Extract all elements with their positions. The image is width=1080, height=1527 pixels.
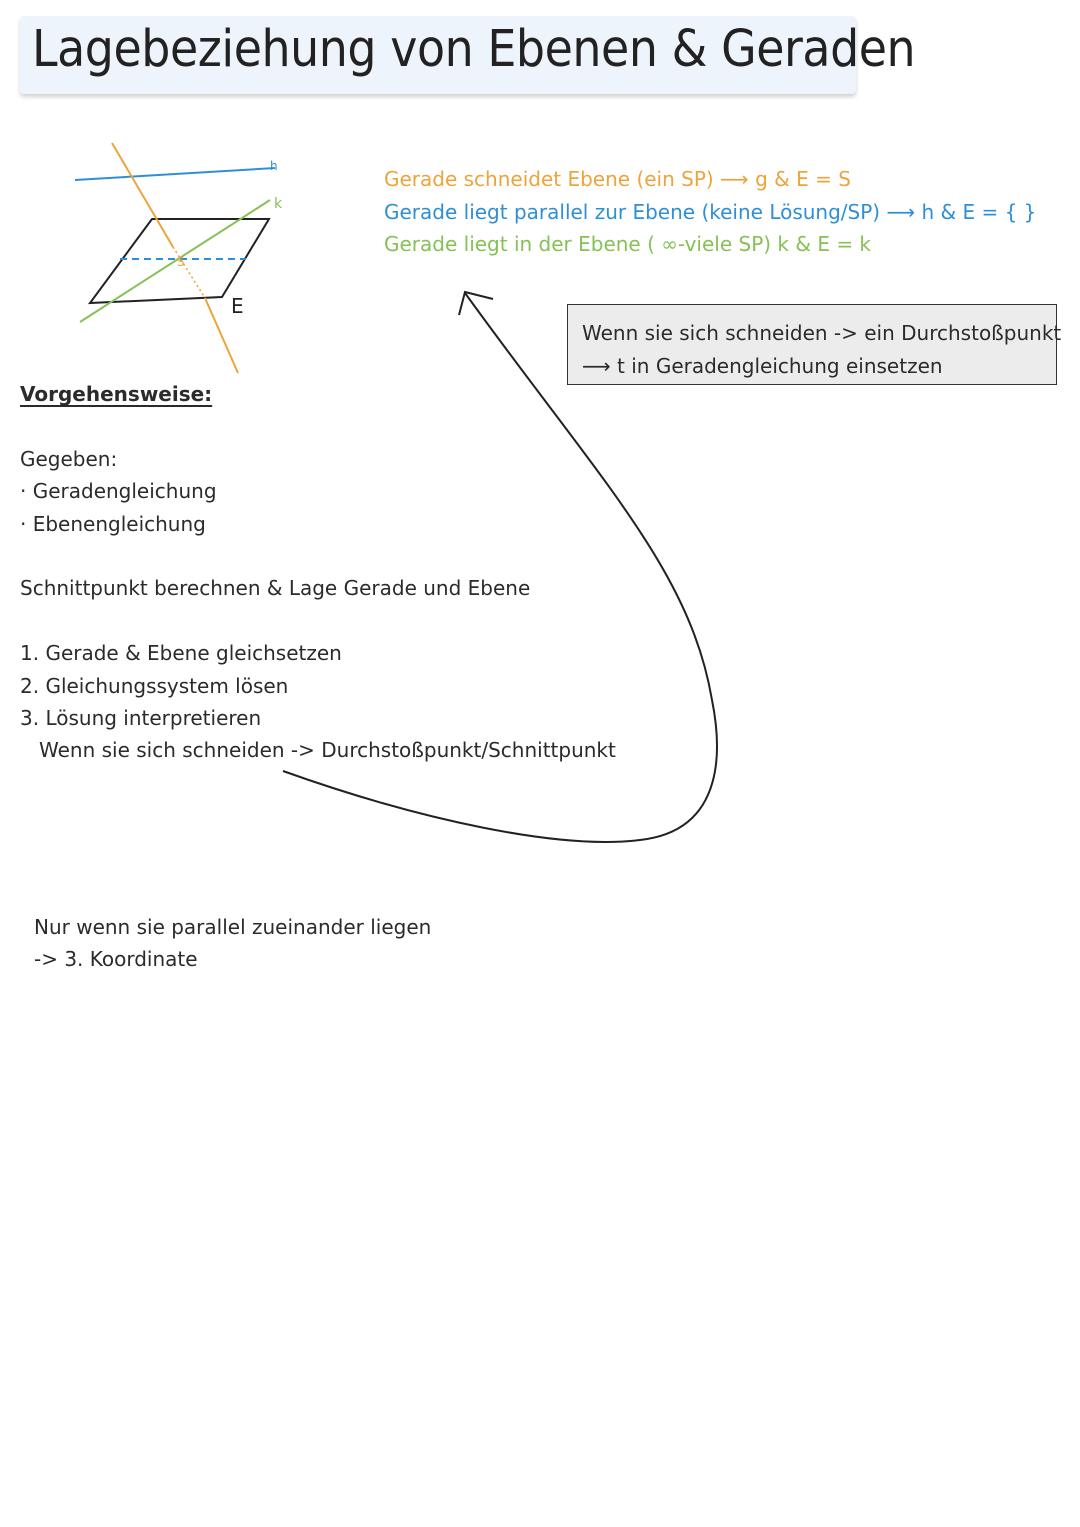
case-in-plane: Gerade liegt in der Ebene ( ∞-viele SP) k & E = k: [384, 232, 872, 256]
step-item: 2. Gleichungssystem lösen: [20, 674, 289, 698]
plane-label: E: [231, 294, 244, 318]
intersection-label: S: [177, 255, 185, 269]
given-item: · Ebenengleichung: [20, 512, 206, 536]
arrow-head: [459, 292, 493, 315]
line-h: [75, 168, 275, 180]
line-k-label: k: [274, 196, 283, 212]
page-title: Lagebeziehung von Ebenen & Geraden: [32, 20, 916, 79]
note-line-1: Nur wenn sie parallel zueinander liegen: [34, 915, 432, 939]
step-item: 1. Gerade & Ebene gleichsetzen: [20, 641, 342, 665]
given-item-text: Geradengleichung: [32, 479, 217, 503]
given-item-text: Ebenengleichung: [32, 512, 206, 536]
case-parallel: Gerade liegt parallel zur Ebene (keine Lösung/SP) ⟶ h & E = { }: [384, 200, 1037, 224]
step3-note: Wenn sie sich schneiden -> Durchstoßpunkt/Schnittpunkt: [39, 738, 616, 762]
procedure-goal: Schnittpunkt berechnen & Lage Gerade und Ebene: [20, 576, 531, 600]
note-line-2: -> 3. Koordinate: [34, 947, 198, 971]
step-item: 3. Lösung interpretieren: [20, 706, 262, 730]
line-h-label: h: [270, 159, 278, 173]
callout-line-1: Wenn sie sich schneiden -> ein Durchstoßpunkt: [582, 321, 1062, 345]
procedure-heading: Vorgehensweise:: [20, 382, 213, 406]
callout-box: [567, 304, 1062, 385]
callout-line-2: ⟶ t in Geradengleichung einsetzen: [582, 354, 943, 378]
case-intersect: Gerade schneidet Ebene (ein SP) ⟶ g & E = S: [384, 167, 851, 191]
given-item: · Geradengleichung: [20, 479, 217, 503]
given-label: Gegeben:: [20, 447, 118, 471]
